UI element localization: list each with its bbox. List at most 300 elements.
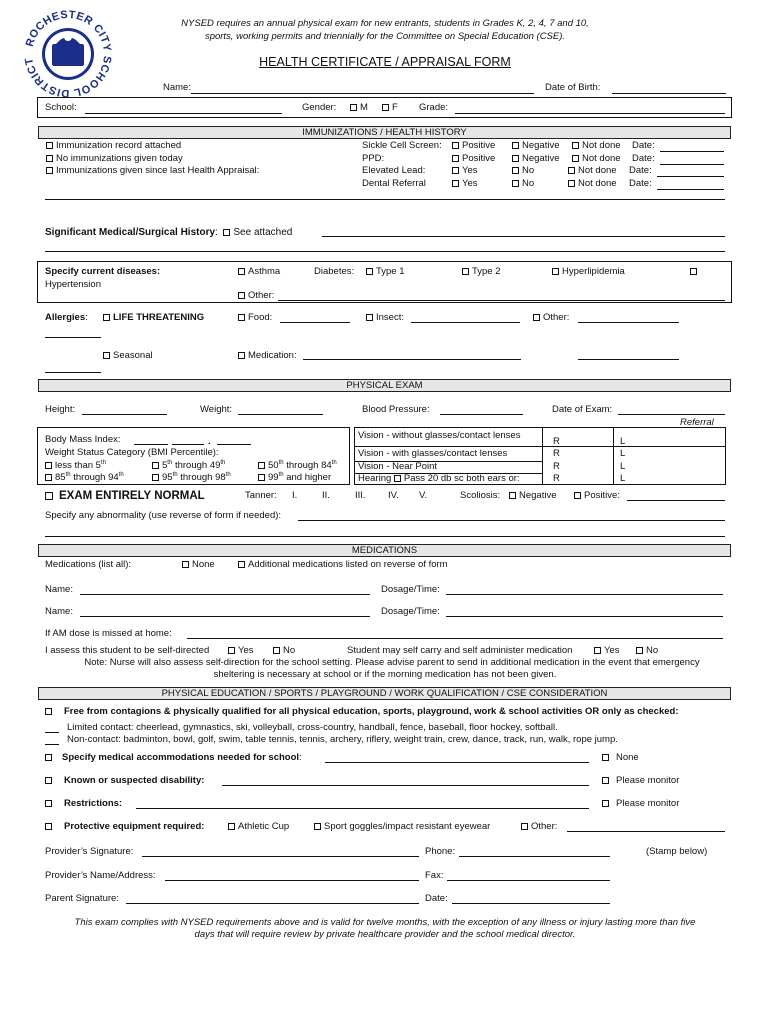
date-field[interactable] xyxy=(660,164,724,165)
imm-option-2[interactable] xyxy=(46,154,183,165)
checkbox-icon[interactable] xyxy=(602,800,609,807)
test-pos[interactable] xyxy=(452,179,478,190)
r-3: R xyxy=(553,461,560,472)
self-directed-no[interactable] xyxy=(273,646,295,657)
dob-field[interactable] xyxy=(612,93,726,94)
goggles-label: Sport goggles/impact resistant eyewear xyxy=(324,821,491,832)
imm-notes-line[interactable] xyxy=(45,199,725,200)
no-label: No xyxy=(646,645,659,656)
food-option[interactable] xyxy=(238,313,272,324)
tanner-1[interactable]: I. xyxy=(292,490,298,501)
checkbox-icon[interactable] xyxy=(46,142,53,149)
sign-date-field[interactable] xyxy=(452,903,610,904)
date-label: Date: xyxy=(632,153,655,164)
date-field[interactable] xyxy=(657,176,724,177)
none-label: None xyxy=(616,752,639,763)
pct-option-2[interactable] xyxy=(152,460,225,472)
checkbox-icon[interactable] xyxy=(394,475,401,482)
pe-bar: PHYSICAL EDUCATION / SPORTS / PLAYGROUND / WORK QUALIFICATION / CSE CONSIDERATION xyxy=(38,687,731,700)
checkbox-icon[interactable] xyxy=(574,492,581,499)
checkbox-icon[interactable] xyxy=(45,708,52,715)
test-neg[interactable] xyxy=(512,166,534,177)
none-label: None xyxy=(192,559,215,570)
life-label: LIFE THREATENING xyxy=(113,312,205,323)
disability-field[interactable] xyxy=(222,785,589,786)
hearing-label: Hearing xyxy=(358,473,392,484)
fax-field[interactable] xyxy=(447,880,610,881)
history-field[interactable] xyxy=(322,236,725,237)
checkbox-icon[interactable] xyxy=(602,777,609,784)
checkbox-icon[interactable] xyxy=(690,268,697,275)
weight-field[interactable] xyxy=(238,414,323,415)
parent-signature-field[interactable] xyxy=(126,903,419,904)
checkbox-icon[interactable] xyxy=(594,647,601,654)
provider-signature-label: Provider’s Signature: xyxy=(45,846,134,857)
other-label: Other: xyxy=(248,290,275,301)
checkbox-icon[interactable] xyxy=(314,823,321,830)
protective-other-option[interactable] xyxy=(521,822,557,833)
test-neg[interactable] xyxy=(512,141,560,152)
checkbox-icon[interactable] xyxy=(452,142,459,149)
exam-date-label: Date of Exam: xyxy=(552,404,613,415)
physical-exam-bar: PHYSICAL EXAM xyxy=(38,379,731,392)
hyperlip-label: Hyperlipidemia xyxy=(562,266,625,277)
checkbox-icon[interactable] xyxy=(512,180,519,187)
pe-free-option[interactable] xyxy=(45,707,678,718)
accommodations-field[interactable] xyxy=(325,762,589,763)
disease-other-field[interactable] xyxy=(278,300,725,301)
dosage-label-1: Dosage/Time: xyxy=(381,584,440,595)
logo-text: ROCHESTER CITY SCHOOL DISTRICT xyxy=(23,8,114,100)
pos-label: Yes xyxy=(462,178,478,189)
dosage-field-2[interactable] xyxy=(446,616,723,617)
med-name-field-1[interactable] xyxy=(80,594,370,595)
type1-label: Type 1 xyxy=(376,266,405,277)
checkbox-icon[interactable] xyxy=(366,314,373,321)
date-field[interactable] xyxy=(660,151,724,152)
footer-line-1: This exam complies with NYSED requirements above and is valid for twelve months, with the exception of any illness or injury lasting more than five xyxy=(74,917,696,928)
med-name-label-1: Name: xyxy=(45,584,73,595)
self-directed-yes[interactable] xyxy=(228,646,254,657)
allergy-line[interactable] xyxy=(45,337,101,338)
checkbox-icon[interactable] xyxy=(45,462,52,469)
medication-option[interactable] xyxy=(238,351,297,362)
pct-label: 99 xyxy=(268,472,279,484)
medications-bar: MEDICATIONS xyxy=(38,544,731,557)
sign-date-label: Date: xyxy=(425,893,448,904)
checkbox-icon[interactable] xyxy=(512,142,519,149)
sup: th xyxy=(220,460,226,466)
test-label: Sickle Cell Screen: xyxy=(362,140,442,151)
goggles-option[interactable] xyxy=(314,822,490,833)
parent-signature-label: Parent Signature: xyxy=(45,893,119,904)
life-threatening-option[interactable] xyxy=(103,313,204,324)
checkbox-icon[interactable] xyxy=(258,474,265,481)
allergy-line-2[interactable] xyxy=(45,372,101,373)
l-3: L xyxy=(620,461,626,472)
checkbox-icon[interactable] xyxy=(238,352,245,359)
checkbox-icon[interactable] xyxy=(103,352,110,359)
pct-label: 50 xyxy=(268,460,279,472)
footer-line-2: days that will require review by private healthcare provider and the school medical director. xyxy=(194,929,576,940)
exam-normal-option[interactable] xyxy=(45,490,205,503)
test-label: PPD: xyxy=(362,153,385,164)
am-dose-label: If AM dose is missed at home: xyxy=(45,628,172,639)
insect-option[interactable] xyxy=(366,313,404,324)
med-name-field-2[interactable] xyxy=(80,616,370,617)
checkbox-icon[interactable] xyxy=(238,292,245,299)
tanner-3[interactable]: III. xyxy=(355,490,366,501)
pct-label: 5 xyxy=(162,460,168,472)
immunizations-bar: IMMUNIZATIONS / HEALTH HISTORY xyxy=(38,126,731,139)
other-label: Other: xyxy=(531,821,558,832)
checkbox-icon[interactable] xyxy=(521,823,528,830)
through: through xyxy=(70,472,109,484)
cup-label: Athletic Cup xyxy=(238,821,290,832)
pos-label: Yes xyxy=(462,165,478,176)
weight-label: Weight: xyxy=(200,404,233,415)
checkbox-icon[interactable] xyxy=(382,104,389,111)
fax-label: Fax: xyxy=(425,870,444,881)
asthma-option[interactable] xyxy=(238,267,280,278)
monitor-option-1[interactable] xyxy=(602,776,679,787)
phone-label: Phone: xyxy=(425,846,456,857)
vision-without: Vision - without glasses/contact lenses xyxy=(358,430,521,441)
checkbox-icon[interactable] xyxy=(238,268,245,275)
checkbox-icon[interactable] xyxy=(45,777,52,784)
hearing-row xyxy=(358,474,520,485)
pct-end: 98 xyxy=(215,472,226,484)
accom-none-option[interactable] xyxy=(602,753,639,764)
test-nd[interactable] xyxy=(572,141,621,152)
bmi-dot: . xyxy=(208,436,211,447)
restrictions-field[interactable] xyxy=(136,808,589,809)
pct-option-4[interactable] xyxy=(45,472,124,484)
athletic-cup-option[interactable] xyxy=(228,822,289,833)
checkbox-icon[interactable] xyxy=(45,754,52,761)
nd-label: Not done xyxy=(578,165,617,176)
pct-label: 85 xyxy=(55,472,66,484)
r-2: R xyxy=(553,448,560,459)
grade-field[interactable] xyxy=(455,113,725,114)
history-line-2[interactable] xyxy=(45,251,725,252)
checkbox-icon[interactable] xyxy=(45,492,53,500)
limited-contact-label: Limited contact: cheerlead, gymnastics, ski, volleyball, cross-country, handball, fence, baseball, floor hockey, softball. xyxy=(67,722,558,733)
disease-other-option[interactable] xyxy=(238,291,274,302)
tanner-label: Tanner: xyxy=(245,490,277,501)
sup: th xyxy=(225,472,231,478)
imm-opt3-label: Immunizations given since last Health Appraisal: xyxy=(56,165,260,176)
imm-opt1-label: Immunization record attached xyxy=(56,140,182,151)
med-name-label-2: Name: xyxy=(45,606,73,617)
sup: th xyxy=(331,460,337,466)
bmi-field-2[interactable] xyxy=(172,444,204,445)
stamp-label: (Stamp below) xyxy=(646,846,708,857)
imm-opt2-label: No immunizations given today xyxy=(56,153,183,164)
sup: th xyxy=(100,460,106,466)
test-nd[interactable] xyxy=(568,166,617,177)
test-pos[interactable] xyxy=(452,166,478,177)
accommodations-option[interactable]: Specify medical accommodations needed for school: xyxy=(45,753,302,764)
restrictions-option[interactable] xyxy=(45,799,122,810)
male-label: M xyxy=(360,102,368,113)
l-2: L xyxy=(620,448,626,459)
monitor-label: Please monitor xyxy=(616,798,680,809)
checkbox-icon[interactable] xyxy=(572,142,579,149)
hypertension-label: Hypertension xyxy=(45,279,101,290)
seasonal-option[interactable] xyxy=(103,351,153,362)
name-label: Name: xyxy=(163,82,191,93)
scoliosis-neg[interactable] xyxy=(509,491,557,502)
checkbox-icon[interactable] xyxy=(45,823,52,830)
allergy-other-option[interactable] xyxy=(533,313,569,324)
nurse-note-1: Note: Nurse will also assess self-direction for the school setting. Please advise parent to send in additional medication in the event that emergency xyxy=(84,657,700,668)
bmi-field-3[interactable] xyxy=(217,444,251,445)
checkbox-icon[interactable] xyxy=(509,492,516,499)
sup: th xyxy=(278,460,284,466)
nd-label: Not done xyxy=(582,153,621,164)
sup: th xyxy=(167,460,173,466)
dosage-field-1[interactable] xyxy=(446,594,723,595)
provider-name-label: Provider’s Name/Address: xyxy=(45,870,156,881)
abnormality-field[interactable] xyxy=(298,520,725,521)
restrictions-label: Restrictions: xyxy=(64,798,123,809)
tanner-4[interactable]: IV. xyxy=(388,490,399,501)
test-neg[interactable] xyxy=(512,179,534,190)
checkbox-icon[interactable] xyxy=(45,800,52,807)
bp-label: Blood Pressure: xyxy=(362,404,430,415)
type2-option[interactable] xyxy=(462,267,501,278)
abnormality-label: Specify any abnormality (use reverse of form if needed): xyxy=(45,510,282,521)
abnormality-line-2[interactable] xyxy=(45,536,725,537)
l-1: L xyxy=(620,436,626,447)
test-nd[interactable] xyxy=(572,154,621,165)
phone-field[interactable] xyxy=(459,856,610,857)
checkbox-icon[interactable] xyxy=(258,462,265,469)
pct-end: 84 xyxy=(321,460,332,472)
hyperlipidemia-option[interactable] xyxy=(552,267,625,278)
nd-label: Not done xyxy=(578,178,617,189)
type1-option[interactable] xyxy=(366,267,405,278)
checkbox-icon[interactable] xyxy=(152,474,159,481)
history-label: Significant Medical/Surgical History: See attached xyxy=(45,227,293,238)
name-field[interactable] xyxy=(191,93,534,94)
tanner-2[interactable]: II. xyxy=(322,490,330,501)
female-label: F xyxy=(392,102,398,113)
tanner-5[interactable]: V. xyxy=(419,490,428,501)
checkbox-icon[interactable] xyxy=(182,561,189,568)
accommodations-label: Specify medical accommodations needed for school xyxy=(62,752,300,763)
test-label: Dental Referral xyxy=(362,178,426,189)
meds-additional-option[interactable] xyxy=(238,560,448,571)
dob-label: Date of Birth: xyxy=(545,82,601,93)
scoliosis-field[interactable] xyxy=(627,500,725,501)
pct-option-1[interactable] xyxy=(45,460,106,472)
nd-label: Not done xyxy=(582,140,621,151)
vision-near: Vision - Near Point xyxy=(358,461,438,472)
bp-field[interactable] xyxy=(440,414,523,415)
pe-free-label: Free from contagions & physically qualified for all physical education, sports, playground, work & school activities OR only as checked: xyxy=(64,706,679,717)
male-option[interactable] xyxy=(350,103,368,114)
through: through xyxy=(172,460,210,472)
height-field[interactable] xyxy=(82,414,167,415)
checkbox-icon[interactable] xyxy=(568,167,575,174)
checkbox-icon[interactable] xyxy=(552,268,559,275)
limited-blank[interactable] xyxy=(45,732,59,733)
checkbox-icon[interactable] xyxy=(452,167,459,174)
self-carry-label: Student may self carry and self administer medication xyxy=(347,645,573,656)
wsc-label: Weight Status Category (BMI Percentile): xyxy=(45,447,219,458)
neg-label: Negative xyxy=(522,153,560,164)
bmi-field-1[interactable] xyxy=(134,444,168,445)
provider-name-field[interactable] xyxy=(165,880,419,881)
r-4: R xyxy=(553,473,560,484)
disability-label: Known or suspected disability: xyxy=(64,775,205,786)
self-directed-label: I assess this student to be self-directed xyxy=(45,645,210,656)
allergies-label: Allergies xyxy=(45,312,86,323)
medication-field[interactable] xyxy=(303,359,521,360)
imm-option-3[interactable] xyxy=(46,166,259,177)
female-option[interactable] xyxy=(382,103,398,114)
monitor-label: Please monitor xyxy=(616,775,680,786)
hypertension-option[interactable] xyxy=(690,267,700,278)
checkbox-icon[interactable] xyxy=(238,314,245,321)
checkbox-icon[interactable] xyxy=(462,268,469,275)
diabetes-label: Diabetes: xyxy=(314,266,355,277)
checkbox-icon[interactable] xyxy=(152,462,159,469)
checkbox-icon[interactable] xyxy=(228,823,235,830)
scoliosis-label: Scoliosis: xyxy=(460,490,501,501)
checkbox-icon[interactable] xyxy=(223,229,230,236)
l-4: L xyxy=(620,473,626,484)
protective-other-field[interactable] xyxy=(567,831,725,832)
pct-option-3[interactable] xyxy=(258,460,337,472)
protective-label: Protective equipment required: xyxy=(64,821,205,832)
pos-label: Positive xyxy=(462,153,496,164)
checkbox-icon[interactable] xyxy=(602,754,609,761)
date-field[interactable] xyxy=(657,189,724,190)
sup: th xyxy=(65,472,71,478)
imm-option-1[interactable] xyxy=(46,141,181,152)
hearing-pass: Pass 20 db sc both ears or: xyxy=(403,473,520,484)
insect-label: Insect: xyxy=(376,312,404,323)
food-field[interactable] xyxy=(280,322,350,323)
neg-label: Negative xyxy=(522,140,560,151)
date-label: Date: xyxy=(629,165,652,176)
r-1: R xyxy=(553,436,560,447)
test-pos[interactable] xyxy=(452,154,495,165)
test-label: Elevated Lead: xyxy=(362,165,426,176)
no-label: No xyxy=(283,645,296,656)
other-label: Other: xyxy=(543,312,570,323)
nurse-note-2: sheltering is necessary at school or if the morning medication has not been given. xyxy=(213,669,557,680)
checkbox-icon[interactable] xyxy=(572,155,579,162)
test-pos[interactable] xyxy=(452,141,495,152)
neg-label: No xyxy=(522,165,535,176)
date-label: Date: xyxy=(632,140,655,151)
additional-label: Additional medications listed on reverse of form xyxy=(248,559,448,570)
date-label: Date: xyxy=(629,178,652,189)
allergy-other-field[interactable] xyxy=(578,322,679,323)
school-field[interactable] xyxy=(85,113,282,114)
through: through xyxy=(283,460,322,472)
meds-none-option[interactable] xyxy=(182,560,215,571)
am-dose-field[interactable] xyxy=(187,638,723,639)
checkbox-icon[interactable] xyxy=(366,268,373,275)
exam-date-field[interactable] xyxy=(618,414,725,415)
dosage-label-2: Dosage/Time: xyxy=(381,606,440,617)
food-label: Food: xyxy=(248,312,273,323)
header-line-2: sports, working permits and triennially for the Committee on Special Education (CSE). xyxy=(204,31,566,42)
checkbox-icon[interactable] xyxy=(636,647,643,654)
neg-label: Negative xyxy=(519,490,557,501)
noncontact-blank[interactable] xyxy=(45,744,59,745)
insect-field[interactable] xyxy=(411,322,520,323)
referral-label: Referral xyxy=(680,417,714,428)
checkbox-icon[interactable] xyxy=(238,561,245,568)
test-neg[interactable] xyxy=(512,154,560,165)
pos-label: Positive: xyxy=(584,490,620,501)
self-carry-yes[interactable] xyxy=(594,646,620,657)
checkbox-icon[interactable] xyxy=(46,155,53,162)
checkbox-icon[interactable] xyxy=(46,167,53,174)
pct-option-6[interactable] xyxy=(258,472,331,484)
through: through xyxy=(177,472,216,484)
grade-label: Grade: xyxy=(419,102,449,113)
provider-signature-field[interactable] xyxy=(142,856,419,857)
self-carry-no[interactable] xyxy=(636,646,658,657)
pct-option-5[interactable] xyxy=(152,472,231,484)
checkbox-icon[interactable] xyxy=(568,180,575,187)
disability-option[interactable] xyxy=(45,776,204,787)
yes-label: Yes xyxy=(238,645,254,656)
checkbox-icon[interactable] xyxy=(103,314,110,321)
checkbox-icon[interactable] xyxy=(512,155,519,162)
scoliosis-pos[interactable] xyxy=(574,491,620,502)
neg-label: No xyxy=(522,178,535,189)
sup: th xyxy=(172,472,178,478)
meds-list-label: Medications (list all): xyxy=(45,559,132,570)
asthma-label: Asthma xyxy=(248,266,281,277)
bmi-label: Body Mass Index: xyxy=(45,434,121,445)
checkbox-icon[interactable] xyxy=(512,167,519,174)
monitor-option-2[interactable] xyxy=(602,799,679,810)
medication-label: Medication: xyxy=(248,350,297,361)
test-nd[interactable] xyxy=(568,179,617,190)
school-label: School: xyxy=(45,102,77,113)
header-line-1: NYSED requires an annual physical exam for new entrants, students in Grades K, 2, 4, 7 and 10, xyxy=(181,18,589,29)
exam-normal-label: EXAM ENTIRELY NORMAL xyxy=(59,490,205,502)
checkbox-icon[interactable] xyxy=(228,647,235,654)
checkbox-icon[interactable] xyxy=(533,314,540,321)
protective-option[interactable] xyxy=(45,822,204,833)
checkbox-icon[interactable] xyxy=(452,155,459,162)
checkbox-icon[interactable] xyxy=(452,180,459,187)
checkbox-icon[interactable] xyxy=(350,104,357,111)
sup: th xyxy=(278,472,284,478)
allergy-extra-field[interactable] xyxy=(578,359,679,360)
pct-label: 95 xyxy=(162,472,173,484)
type2-label: Type 2 xyxy=(472,266,501,277)
checkbox-icon[interactable] xyxy=(273,647,280,654)
height-label: Height: xyxy=(45,404,76,415)
gender-label: Gender: xyxy=(302,102,337,113)
seasonal-label: Seasonal xyxy=(113,350,153,361)
noncontact-label: Non-contact: badminton, bowl, golf, swim, table tennis, tennis, archery, riflery, weight train, crew, dance, track, run, walk, rope jump. xyxy=(67,734,618,745)
checkbox-icon[interactable] xyxy=(45,474,52,481)
vision-with: Vision - with glasses/contact lenses xyxy=(358,448,508,459)
history-title: Significant Medical/Surgical History xyxy=(45,227,216,238)
